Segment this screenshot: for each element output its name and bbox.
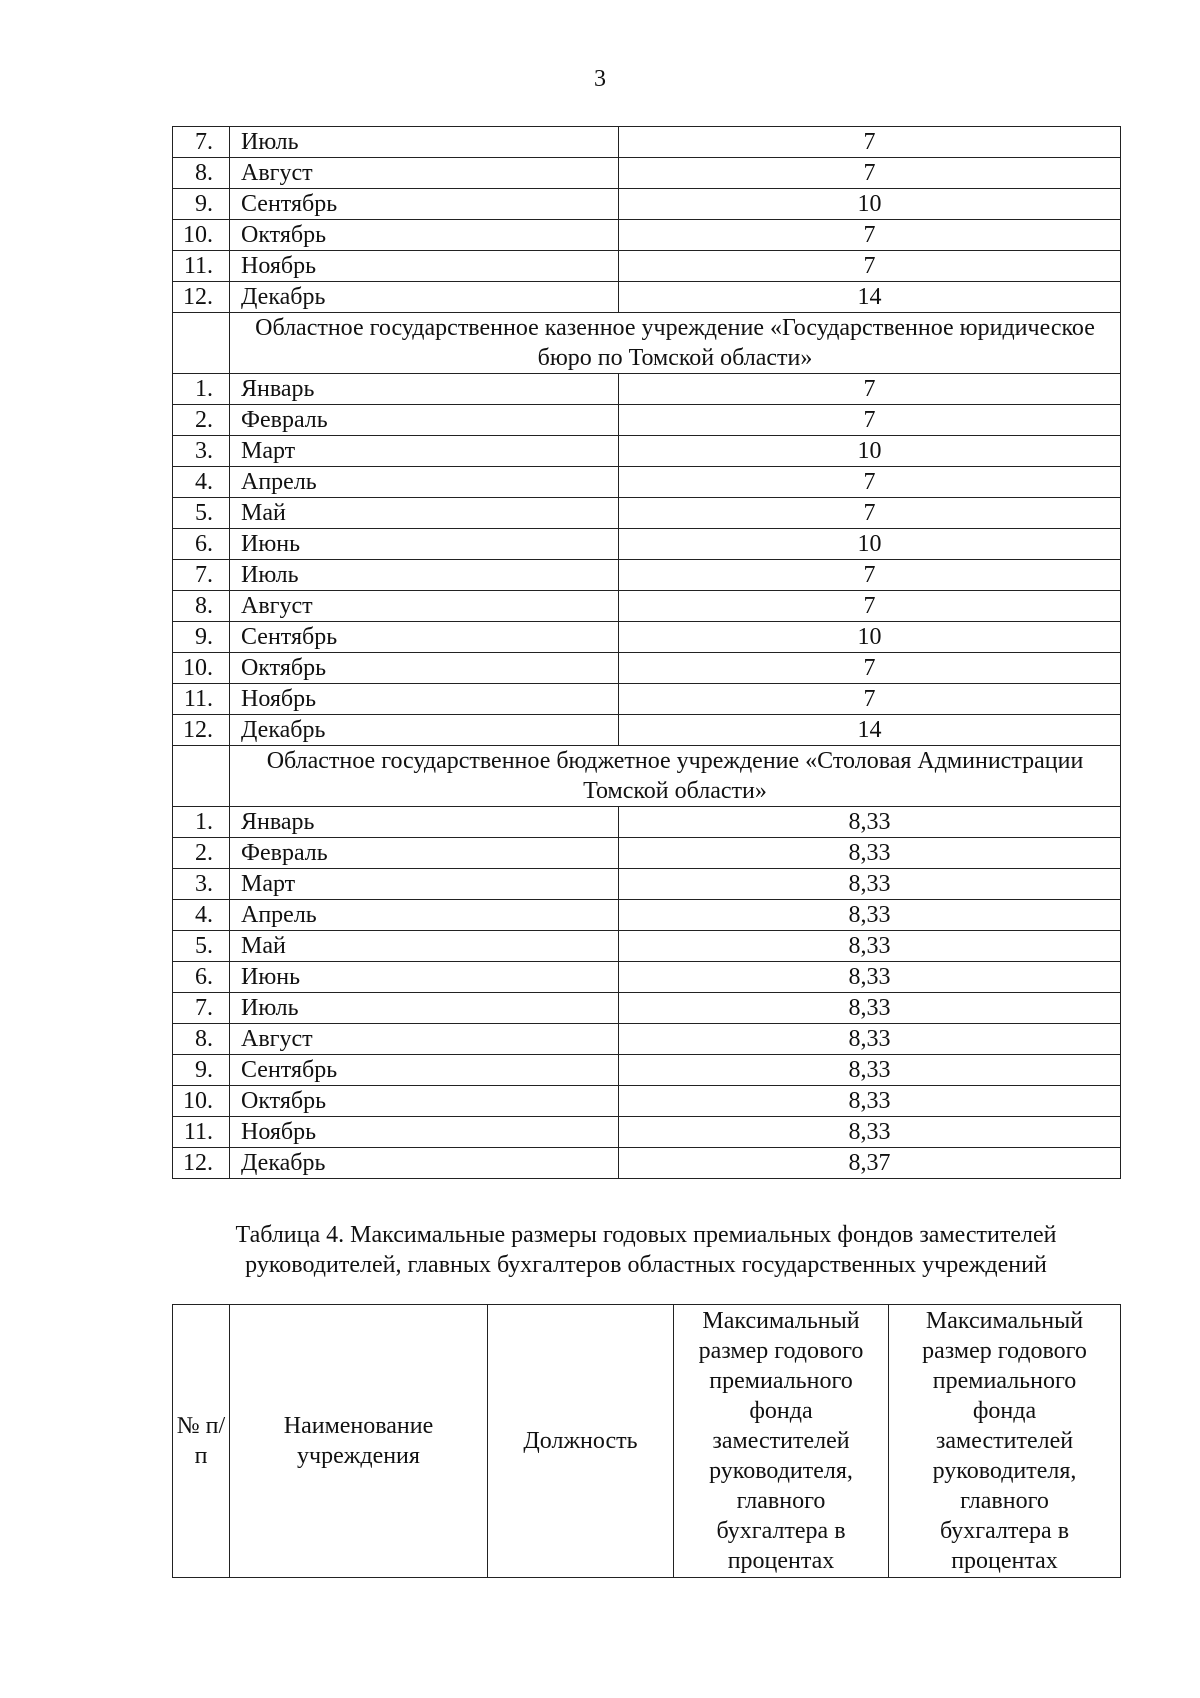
row-value: 8,33 <box>619 900 1121 931</box>
row-month: Июнь <box>230 529 619 560</box>
row-month: Апрель <box>230 900 619 931</box>
row-month: Ноябрь <box>230 684 619 715</box>
section-header-row <box>173 746 1121 807</box>
header-num-label: № п/п <box>176 1413 226 1469</box>
header-position-label: Должность <box>523 1428 638 1454</box>
row-number: 6. <box>173 962 230 993</box>
row-number: 12. <box>173 715 230 746</box>
row-month: Август <box>230 1024 619 1055</box>
row-number: 9. <box>173 622 230 653</box>
table-row <box>173 869 1121 900</box>
table-row <box>173 838 1121 869</box>
row-month: Октябрь <box>230 220 619 251</box>
table-row <box>173 684 1121 715</box>
header-name <box>230 1305 488 1578</box>
row-value: 7 <box>619 591 1121 622</box>
row-month: Март <box>230 436 619 467</box>
header-name-label: Наименование учреждения <box>283 1413 434 1469</box>
row-value: 14 <box>619 282 1121 313</box>
row-number: 3. <box>173 869 230 900</box>
section-num-cell <box>173 313 230 374</box>
row-month: Сентябрь <box>230 1055 619 1086</box>
row-month: Ноябрь <box>230 251 619 282</box>
header-max-fund-1 <box>674 1305 889 1578</box>
row-value: 7 <box>619 560 1121 591</box>
row-number: 10. <box>173 653 230 684</box>
row-value: 8,33 <box>619 931 1121 962</box>
row-month: Январь <box>230 374 619 405</box>
table-row <box>173 251 1121 282</box>
row-month: Август <box>230 591 619 622</box>
row-month: Июль <box>230 127 619 158</box>
row-value: 7 <box>619 127 1121 158</box>
table-row <box>173 127 1121 158</box>
table-row <box>173 498 1121 529</box>
header-max-fund-2 <box>889 1305 1121 1578</box>
row-value: 7 <box>619 467 1121 498</box>
table-row <box>173 622 1121 653</box>
table-row <box>173 1148 1121 1179</box>
row-number: 5. <box>173 931 230 962</box>
row-value: 7 <box>619 405 1121 436</box>
row-number: 11. <box>173 251 230 282</box>
row-number: 2. <box>173 405 230 436</box>
row-value: 10 <box>619 436 1121 467</box>
row-number: 4. <box>173 467 230 498</box>
row-month: Май <box>230 931 619 962</box>
row-month: Февраль <box>230 405 619 436</box>
table-row <box>173 962 1121 993</box>
table-row <box>173 158 1121 189</box>
table-row <box>173 374 1121 405</box>
table-row <box>173 467 1121 498</box>
row-number: 10. <box>173 1086 230 1117</box>
row-value: 7 <box>619 251 1121 282</box>
row-value: 7 <box>619 498 1121 529</box>
row-value: 7 <box>619 158 1121 189</box>
table-row <box>173 282 1121 313</box>
header-position <box>488 1305 674 1578</box>
row-month: Декабрь <box>230 715 619 746</box>
row-value: 14 <box>619 715 1121 746</box>
table-row <box>173 900 1121 931</box>
row-value: 8,33 <box>619 1024 1121 1055</box>
table4-caption: Таблица 4. Максимальные размеры годовых премиальных фондов заместителей руководителей, главных бухгалтеров областных государственных учреждений <box>235 1222 1057 1278</box>
row-number: 4. <box>173 900 230 931</box>
row-number: 12. <box>173 1148 230 1179</box>
table4-header-row <box>173 1305 1121 1578</box>
row-value: 10 <box>619 189 1121 220</box>
row-month: Декабрь <box>230 282 619 313</box>
row-number: 6. <box>173 529 230 560</box>
table-row <box>173 220 1121 251</box>
row-value: 8,33 <box>619 993 1121 1024</box>
row-value: 8,33 <box>619 962 1121 993</box>
row-month: Ноябрь <box>230 1117 619 1148</box>
row-month: Июль <box>230 560 619 591</box>
page-number: 3 <box>594 66 606 92</box>
row-month: Июль <box>230 993 619 1024</box>
row-number: 9. <box>173 1055 230 1086</box>
table-row <box>173 1086 1121 1117</box>
table4-header <box>172 1304 1121 1578</box>
header-max-fund-2-label: Максимальный размер годового премиального фонда заместителей руководителя, главного бухгалтера в процентах <box>922 1308 1087 1574</box>
row-number: 12. <box>173 282 230 313</box>
row-value: 7 <box>619 374 1121 405</box>
row-value: 7 <box>619 220 1121 251</box>
row-number: 7. <box>173 127 230 158</box>
table-row <box>173 993 1121 1024</box>
row-month: Март <box>230 869 619 900</box>
header-num <box>173 1305 230 1578</box>
row-number: 1. <box>173 374 230 405</box>
table-row <box>173 436 1121 467</box>
row-month: Декабрь <box>230 1148 619 1179</box>
section-title: Областное государственное бюджетное учреждение «Столовая Администрации Томской области» <box>230 746 1121 807</box>
table-row <box>173 653 1121 684</box>
header-max-fund-1-label: Максимальный размер годового премиального фонда заместителей руководителя, главного бухгалтера в процентах <box>698 1308 864 1574</box>
row-number: 11. <box>173 684 230 715</box>
row-month: Август <box>230 158 619 189</box>
row-value: 10 <box>619 622 1121 653</box>
table-row <box>173 189 1121 220</box>
row-month: Май <box>230 498 619 529</box>
row-value: 8,33 <box>619 1086 1121 1117</box>
row-month: Октябрь <box>230 653 619 684</box>
section-header-row <box>173 313 1121 374</box>
row-number: 11. <box>173 1117 230 1148</box>
row-month: Апрель <box>230 467 619 498</box>
row-value: 7 <box>619 684 1121 715</box>
row-value: 8,33 <box>619 1117 1121 1148</box>
row-value: 8,33 <box>619 838 1121 869</box>
row-number: 8. <box>173 1024 230 1055</box>
row-number: 3. <box>173 436 230 467</box>
section-num-cell <box>173 746 230 807</box>
row-month: Январь <box>230 807 619 838</box>
row-number: 8. <box>173 591 230 622</box>
row-value: 8,33 <box>619 807 1121 838</box>
row-value: 8,33 <box>619 869 1121 900</box>
row-value: 7 <box>619 653 1121 684</box>
section-title: Областное государственное казенное учреждение «Государственное юридическое бюро по Томской области» <box>230 313 1121 374</box>
row-number: 7. <box>173 560 230 591</box>
row-value: 8,37 <box>619 1148 1121 1179</box>
table-row <box>173 1117 1121 1148</box>
row-value: 8,33 <box>619 1055 1121 1086</box>
row-month: Сентябрь <box>230 622 619 653</box>
row-number: 9. <box>173 189 230 220</box>
row-month: Февраль <box>230 838 619 869</box>
table-row <box>173 1055 1121 1086</box>
row-number: 2. <box>173 838 230 869</box>
row-value: 10 <box>619 529 1121 560</box>
table-row <box>173 591 1121 622</box>
row-number: 5. <box>173 498 230 529</box>
row-month: Сентябрь <box>230 189 619 220</box>
row-month: Июнь <box>230 962 619 993</box>
premium-fund-monthly-table <box>172 126 1121 1179</box>
row-month: Октябрь <box>230 1086 619 1117</box>
table-row <box>173 715 1121 746</box>
table-row <box>173 931 1121 962</box>
table-row <box>173 560 1121 591</box>
table-row <box>173 807 1121 838</box>
table-row <box>173 1024 1121 1055</box>
row-number: 10. <box>173 220 230 251</box>
row-number: 7. <box>173 993 230 1024</box>
row-number: 8. <box>173 158 230 189</box>
row-number: 1. <box>173 807 230 838</box>
table-row <box>173 405 1121 436</box>
table-row <box>173 529 1121 560</box>
